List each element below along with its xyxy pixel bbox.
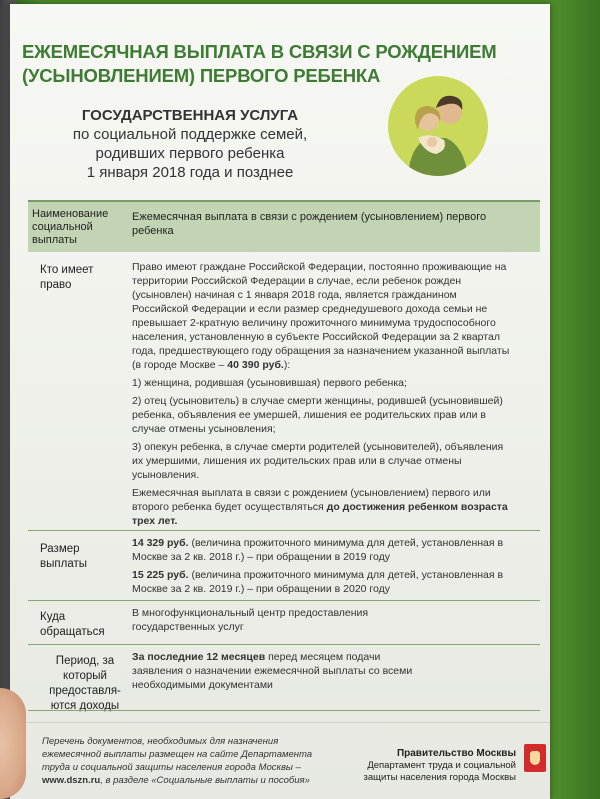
who-label: Кто имеет право (40, 264, 94, 291)
service-subtitle (25, 106, 355, 182)
who-paragraph-4: 3) опекун ребенка, в случае смерти родителей (усыновителей), объявления их умершими, лишения их родительских прав или в случае отмены усыновления. (132, 441, 504, 481)
issuer (356, 748, 516, 784)
note-text: Перечень документов, необходимых для назначения ежемесячной выплаты размещен на сайте Департамента труда и социальной защиты населения города Москвы – (42, 736, 313, 773)
subtitle-line-3: родивших первого ребенка (95, 145, 285, 162)
subtitle-line-4: 1 января 2018 года и позднее (86, 164, 294, 181)
amount-label: Размер выплаты (40, 543, 87, 570)
who-paragraph-5 (132, 486, 512, 528)
subtitle-line-1: ГОСУДАРСТВЕННАЯ УСЛУГА (81, 107, 299, 124)
amount-2019-text: (величина прожиточного минимума для детей, установленная в Москве за 2 кв. 2018 г.) – при обращении в 2019 году (132, 537, 504, 563)
who-p1-text: Право имеют граждане Российской Федерации, постоянно проживающие на территории Российской Федерации в случае, если ребенок рожден (усыновлен) начиная с 1 января 2018 года, является гражданином Российской Федерации и если размер среднедушевого дохода семьи не превышает 2-кратную величину прожиточного минимума трудоспособного населения, установленную в субъекте Российской Федерации за 2 квартал года, предшествующего году обращения за назначением указанной выплаты (в городе Москве – (132, 261, 510, 371)
table-header (28, 200, 540, 252)
who-paragraph-3: 2) отец (усыновитель) в случае смерти женщины, родившей (усыновившей) ребенка, объявления ее умершей, лишения ее родительских прав или в случае отмены усыновления; (132, 395, 503, 435)
family-icon (388, 76, 488, 176)
amount-2020 (132, 568, 527, 596)
row-divider (28, 530, 540, 531)
where-text: В многофункциональный центр предоставления государственных услуг (132, 607, 369, 633)
government-name: Правительство Москвы (396, 748, 516, 759)
amount-text (132, 536, 527, 600)
who-p1-end: ): (283, 359, 291, 371)
income-threshold: 40 390 руб. (227, 359, 284, 371)
moscow-emblem-icon (524, 744, 546, 772)
row-divider (28, 710, 540, 711)
row-divider (28, 644, 540, 645)
who-p5-bold: до достижения ребенком возраста трех лет. (132, 501, 508, 527)
note-section: , в разделе «Социальные выплаты и пособия» (100, 775, 310, 786)
header-right: Ежемесячная выплата в связи с рождением (усыновлением) первого ребенка (132, 211, 487, 237)
footer-divider (10, 722, 550, 723)
documents-note (42, 735, 332, 787)
department-name: Департамент труда и социальной защиты населения города Москвы (363, 760, 516, 783)
title-line-1: ЕЖЕМЕСЯЧНАЯ ВЫПЛАТА В СВЯЗИ С РОЖДЕНИЕМ (22, 41, 497, 62)
title-line-2: (УСЫНОВЛЕНИЕМ) ПЕРВОГО РЕБЕНКА (22, 65, 381, 86)
who-p5-text: Ежемесячная выплата в связи с рождением (усыновлением) первого или второго ребенка будет осуществляться (132, 487, 491, 513)
period-text (132, 650, 422, 692)
period-rest: перед месяцем подачи заявления о назначении ежемесячной выплаты со всеми необходимыми документами (132, 651, 413, 691)
amount-2019-value: 14 329 руб. (132, 537, 189, 549)
amount-2020-text: (величина прожиточного минимума для детей, установленная в Москве за 2 кв. 2019 г.) – при обращении в 2020 году (132, 569, 504, 595)
who-text (132, 260, 512, 532)
period-label: Период, за который предоставля-ются доходы (49, 655, 121, 712)
who-paragraph-1 (132, 260, 512, 372)
where-label: Куда обращаться (40, 611, 105, 638)
thumb (0, 688, 26, 799)
website-link[interactable]: www.dszn.ru (42, 775, 101, 786)
who-paragraph-2: 1) женщина, родившая (усыновившая) первого ребенка; (132, 377, 407, 389)
row-divider (28, 600, 540, 601)
amount-2019 (132, 536, 527, 564)
subtitle-line-2: по социальной поддержке семей, (72, 126, 308, 143)
header-left: Наименование социальной выплаты (32, 208, 109, 246)
amount-2020-value: 15 225 руб. (132, 569, 189, 581)
period-bold: За последние 12 месяцев (132, 651, 266, 663)
